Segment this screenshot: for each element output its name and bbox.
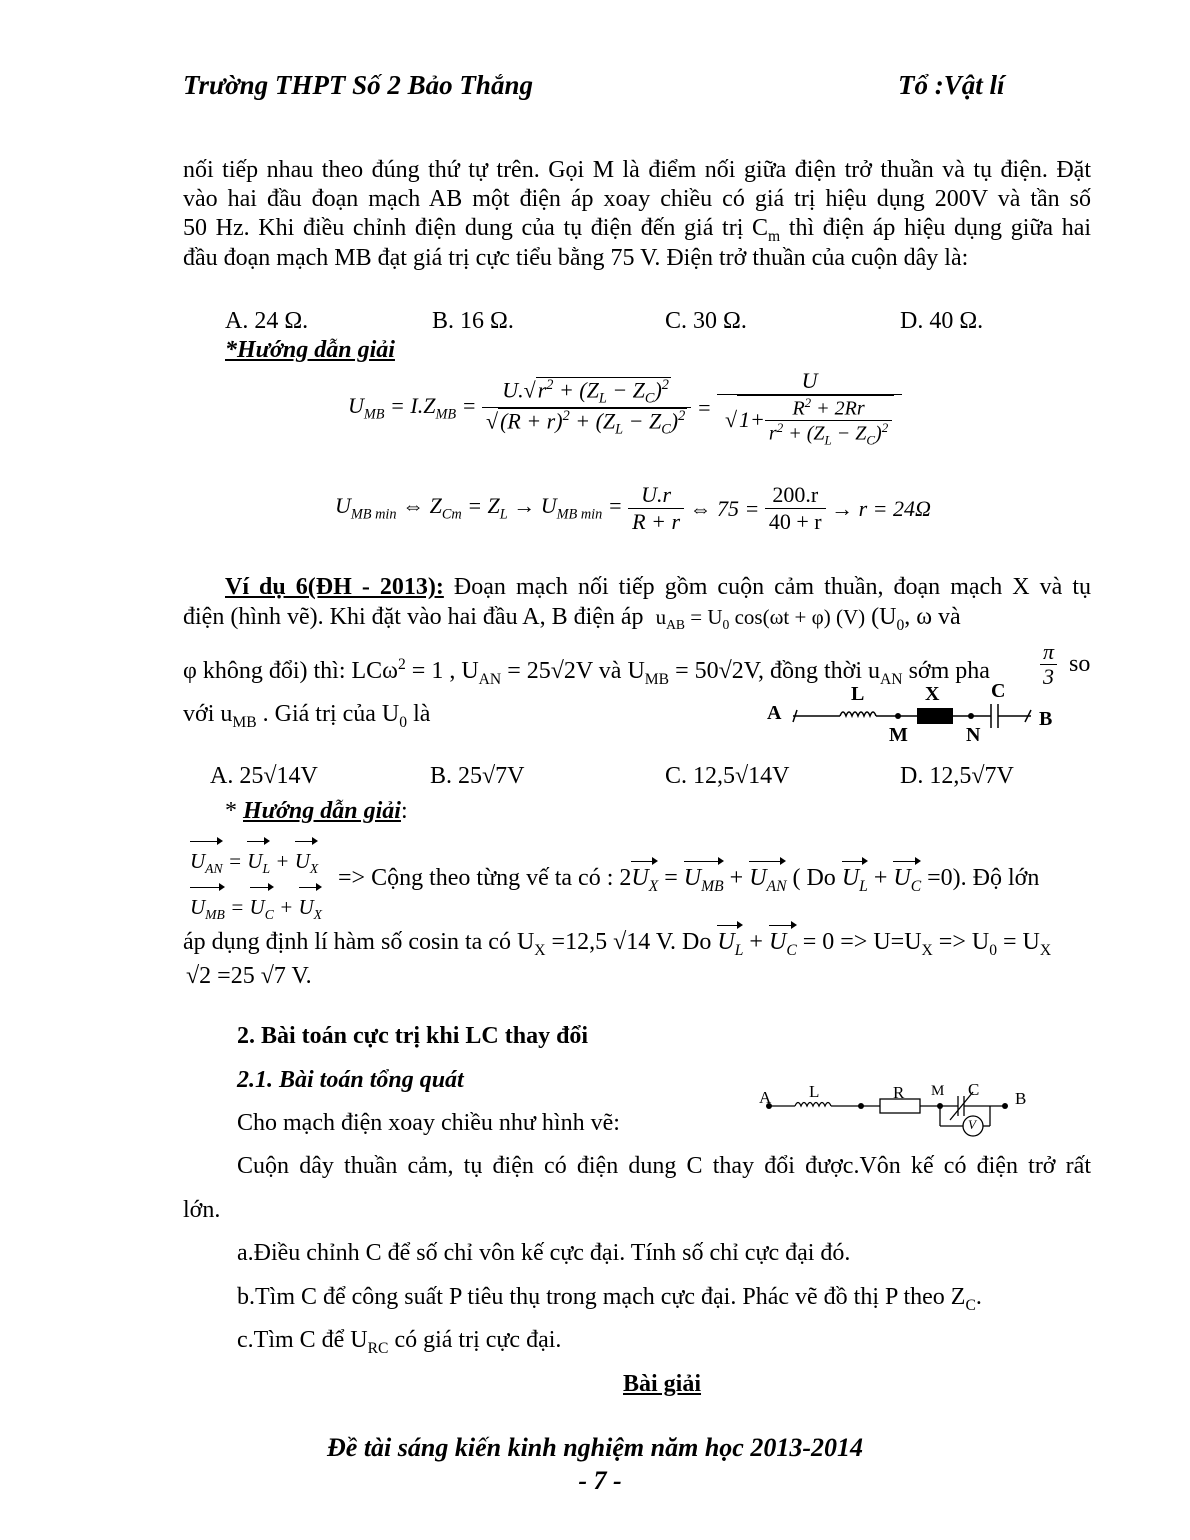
result-line: √2 =25 √7 V. <box>186 963 312 989</box>
vector-equations: $U_{AN} = U_L + U_X$ $U_{MB} = U_C + U_X$ <box>190 840 322 932</box>
capacitor2-label: C <box>968 1080 980 1099</box>
page-number: - 7 - <box>578 1466 622 1495</box>
para-coil-line2: lớn. <box>183 1197 221 1223</box>
section-2-1-heading: 2.1. Bài toán tổng quát <box>237 1067 464 1093</box>
inductor-label: L <box>851 683 865 705</box>
para-coil-line1: Cuộn dây thuần cảm, tụ điện có điện dung C thay đổi được.Vôn kế có điện trở rất <box>237 1153 1091 1179</box>
circuit-lxc-svg <box>765 680 1065 750</box>
formula-umb: $U_{MB} = I.Z_{MB}$ = $\frac{U.√r^2 + (Z_L - Z_C)^2}{√(R + r)^2 + (Z_L - Z_C)^2}$ = U √1+ $\frac{R^2 + 2Rr}{r^2 + (Z_L - Z_C)^2}$ <box>348 368 902 448</box>
inductor-icon-2 <box>795 1103 831 1107</box>
node-b-label: B <box>1039 708 1053 730</box>
node-a-label: A <box>767 702 782 724</box>
solution-heading-2: * Hướng dẫn giải: <box>225 798 408 824</box>
solution-heading-1: *Hướng dẫn giải <box>225 337 395 363</box>
header-dept: Tổ :Vật lí <box>898 70 1005 100</box>
p1-line2: vào hai đầu đoạn mạch AB một điện áp xoay chiều có giá trị hiệu dụng 200V và tần số <box>183 186 1091 212</box>
pi-over-3: π 3 <box>1040 640 1057 689</box>
inductor2-label: L <box>809 1082 820 1101</box>
example6-so: so <box>1069 651 1091 677</box>
example6-line3: φ không đổi) thì: LCω$^2$ = 1 , $U_{AN} = 25√2V$ và $U_{MB} = 50√2V$, đồng thời $u_{AN}$ sớm pha <box>183 656 990 688</box>
p1-line3: 50 Hz. Khi điều chỉnh điện dung của tụ điện đến giá trị $C_m$ thì điện áp hiệu dụng giữa hai <box>183 215 1092 245</box>
p1-line4: đầu đoạn mạch MB đạt giá trị cực tiểu bằng 75 V. Điện trở thuần của cuộn dây là: <box>183 245 969 271</box>
circuit-lrc-svg <box>755 1080 1055 1140</box>
inductor-icon <box>840 712 876 716</box>
circuit-diagram-lxc <box>765 680 1065 750</box>
node-a2-label: A <box>759 1088 772 1107</box>
node-n-label: N <box>966 724 981 746</box>
node-b2-label: B <box>1015 1089 1027 1108</box>
q1-option-b: B. 16 Ω. <box>432 308 514 334</box>
element-x-label: X <box>925 683 940 705</box>
q2-option-d: D. 12,5√7V <box>900 763 1014 789</box>
capacitor-label: C <box>991 680 1006 702</box>
cosine-line: áp dụng định lí hàm số cosin ta có $U_X =12,5$ √14 V. Do $U_L + U_C = 0 => U=U_X => U_0 = U_X$ <box>183 924 1051 965</box>
node-m-label: M <box>889 724 908 746</box>
item-b: b.Tìm C để công suất P tiêu thụ trong mạch cực đại. Phác vẽ đồ thị P theo $Z_C$. <box>237 1284 982 1314</box>
p1-line1: nối tiếp nhau theo đúng thứ tự trên. Gọi M là điểm nối giữa điện trở thuần và tụ điện. Đặt <box>183 157 1091 183</box>
q2-option-b: B. 25√7V <box>430 763 525 789</box>
item-c: c.Tìm C để $U_{RC}$ có giá trị cực đại. <box>237 1327 562 1357</box>
q1-option-c: C. 30 Ω. <box>665 308 747 334</box>
q1-option-a: A. 24 Ω. <box>225 308 309 334</box>
section-2-heading: 2. Bài toán cực trị khi LC thay đổi <box>237 1023 589 1049</box>
resistor-label: R <box>893 1083 905 1102</box>
solution-title: Bài giải <box>623 1371 702 1397</box>
node-m2-label: M <box>931 1083 945 1099</box>
q1-option-d: D. 40 Ω. <box>900 308 984 334</box>
formula-umb-min: $U_{MB min}$ ⇔ $Z_{Cm} = Z_L \to U_{MB min}$ = $\frac{U.r}{R + r}$ ⇔ 75 = $\frac{200.r}{40 + r}$ → r = 24Ω <box>335 482 931 534</box>
header-school: Trường THPT Số 2 Bảo Thắng <box>183 70 533 100</box>
q2-option-a: A. 25√14V <box>210 763 318 789</box>
circuit-diagram-lrc-voltmeter <box>755 1080 1055 1140</box>
element-x-icon <box>917 708 953 724</box>
footer-title: Đề tài sáng kiến kinh nghiệm năm học 2013-2014 <box>327 1433 863 1462</box>
example6-line4: với $u_{MB}$ . Giá trị của $U_0$ là <box>183 701 431 731</box>
example6-line2: điện (hình vẽ). Khi đặt vào hai đầu A, B điện áp $u_{AB} = U_0$ cos(ωt + φ) (V) ($U_0$, ω và <box>183 604 961 634</box>
voltmeter-label: V <box>968 1117 976 1132</box>
para-circuit-intro: Cho mạch điện xoay chiều như hình vẽ: <box>237 1110 620 1136</box>
item-a: a.Điều chỉnh C để số chỉ vôn kế cực đại. Tính số chỉ cực đại đó. <box>237 1240 851 1266</box>
q2-option-c: C. 12,5√14V <box>665 763 790 789</box>
vector-sum-line: => Cộng theo từng vế ta có : $2U_X = U_{MB} + U_{AN}$ ( Do $U_L + U_C =0$). Độ lớn <box>338 860 1039 901</box>
example6-title: Ví dụ 6(ĐH - 2013): <box>225 574 444 600</box>
example6-line1: Ví dụ 6(ĐH - 2013): Đoạn mạch nối tiếp gồm cuộn cảm thuần, đoạn mạch X và tụ <box>225 574 1091 600</box>
